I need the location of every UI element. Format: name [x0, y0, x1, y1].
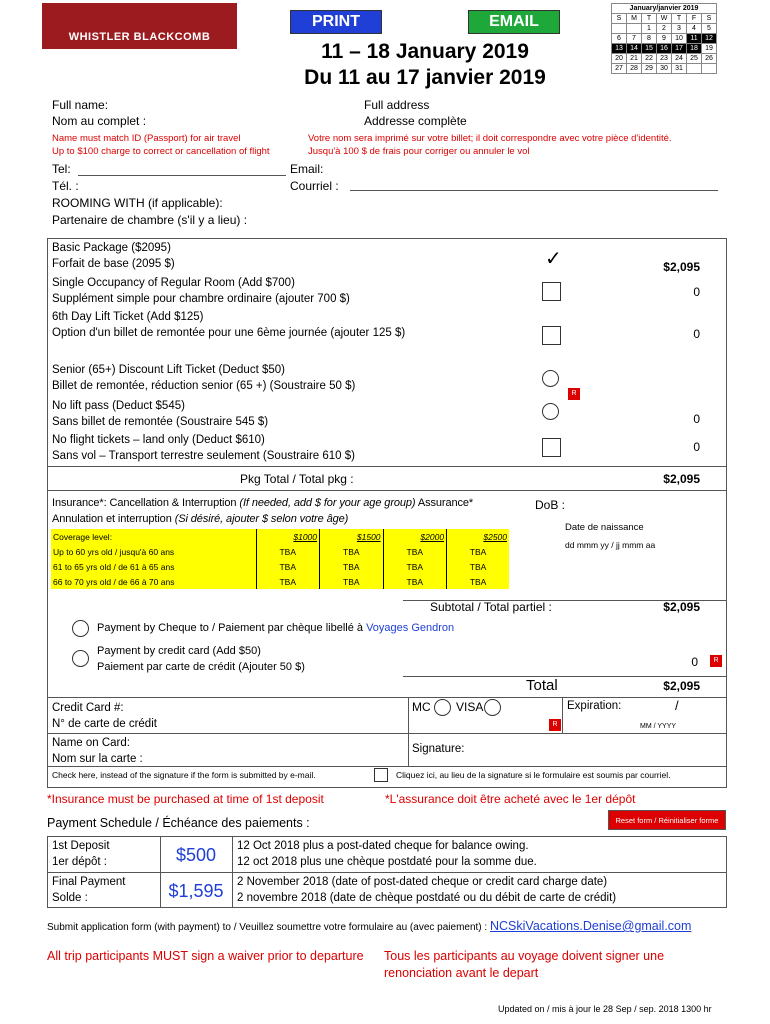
calendar-title: January/janvier 2019 — [612, 4, 717, 14]
reset-form-button[interactable]: Reset form / Réinitialiser forme — [608, 810, 726, 830]
calendar-date — [627, 24, 642, 34]
calendar-date: 21 — [627, 54, 642, 64]
insurance-cell[interactable]: TBA — [447, 559, 509, 574]
calendar-day-header: W — [657, 14, 672, 24]
package-item: No lift pass (Deduct $545) Sans billet de remontée (Soustraire 545 $) — [52, 400, 269, 428]
name-note-fr: Votre nom sera imprimé sur votre billet; il doit correspondre avec votre pièce d'identité. Jusqu'à 100 $ de frais pour corriger ou annuler le vol — [308, 133, 672, 157]
email-labels: Email: Courriel : — [290, 162, 339, 193]
calendar-date: 1 — [642, 24, 657, 34]
calendar-day-header: M — [627, 14, 642, 24]
cheque-label: Payment by Cheque to / Paiement par chèque libellé à Voyages Gendron — [97, 622, 455, 634]
calendar-date: 9 — [657, 34, 672, 44]
updated-note: Updated on / mis à jour le 28 Sep / sep. 2018 1300 hr — [498, 1004, 712, 1014]
package-item-amount: 0 — [693, 412, 700, 426]
name-label: Full name: Nom au complet : — [52, 98, 147, 128]
no-lift-radio[interactable] — [542, 403, 559, 420]
schedule-label: 1st Deposit 1er dépôt : — [52, 840, 110, 868]
insurance-table — [51, 529, 509, 589]
calendar-date: 23 — [657, 54, 672, 64]
signature-label: Signature: — [412, 743, 465, 755]
calendar-date: 28 — [627, 64, 642, 74]
pkg-total-label: Pkg Total / Total pkg : — [240, 472, 354, 486]
package-item: Single Occupancy of Regular Room (Add $700) Supplément simple pour chambre ordinaire (ajouter 700 $) — [52, 277, 350, 305]
calendar-date: 13 — [612, 44, 627, 54]
schedule-detail: 12 Oct 2018 plus a post-dated cheque for balance owing. 12 oct 2018 plus une chèque postdaté pour la somme due. — [237, 840, 537, 868]
calendar-date: 5 — [702, 24, 717, 34]
insurance-heading: Insurance*: Cancellation & Interruption (If needed, add $ for your age group) Assurance* Annulation et interruption (Si désiré, ajouter $ selon votre âge) — [52, 497, 474, 525]
insurance-cell: Up to 60 yrs old / jusqu'à 60 ans — [51, 544, 256, 559]
insurance-cell: 61 to 65 yrs old / de 61 à 65 ans — [51, 559, 256, 574]
title-fr: Du 11 au 17 janvier 2019 — [304, 66, 546, 89]
calendar-date — [687, 64, 702, 74]
email-check-en: Check here, instead of the signature if the form is submitted by e-mail. — [52, 770, 316, 780]
calendar-date: 6 — [612, 34, 627, 44]
email-check-fr: Cliquez ici, au lieu de la signature si le formulaire est soumis par courriel. — [396, 770, 671, 780]
calendar-date: 11 — [687, 34, 702, 44]
mc-label: MC — [412, 700, 431, 714]
dob-format: dd mmm yy / jj mmm aa — [565, 540, 656, 550]
waiver-en: All trip participants MUST sign a waiver prior to departure — [47, 949, 364, 963]
calendar-week — [612, 64, 717, 74]
calendar-date: 4 — [687, 24, 702, 34]
calendar-date: 7 — [627, 34, 642, 44]
schedule-label: Final Payment Solde : — [52, 876, 126, 904]
expiration-label: Expiration: — [567, 700, 622, 712]
calendar-week — [612, 44, 717, 54]
insurance-cell[interactable]: TBA — [320, 544, 384, 559]
calendar-date: 10 — [672, 34, 687, 44]
package-item-amount: 0 — [693, 440, 700, 454]
calendar-date: 29 — [642, 64, 657, 74]
package-item: Senior (65+) Discount Lift Ticket (Deduct $50) Billet de remontée, réduction senior (65 +) (Soustraire 50 $) — [52, 364, 356, 392]
subtotal-label: Subtotal / Total partiel : — [430, 600, 552, 614]
calendar-date: 16 — [657, 44, 672, 54]
insurance-header-cell: Coverage level: — [53, 531, 113, 542]
calendar-day-header: S — [702, 14, 717, 24]
cc-amount: 0 — [691, 655, 698, 669]
whistler-blackcomb-logo: WHISTLER BLACKCOMB — [42, 3, 237, 49]
calendar-date — [612, 24, 627, 34]
no-flight-checkbox[interactable] — [542, 438, 561, 457]
insurance-cell[interactable]: TBA — [447, 574, 509, 589]
tel-input[interactable] — [78, 175, 286, 176]
name-note-en: Name must match ID (Passport) for air travel Up to $100 charge to correct or cancellation of flight — [52, 133, 270, 157]
total-label: Total — [526, 677, 558, 694]
mc-radio[interactable] — [434, 699, 451, 716]
insurance-header-cell: $2000 — [383, 529, 447, 544]
calendar-date: 20 — [612, 54, 627, 64]
insurance-row — [51, 559, 509, 574]
calendar-date: 22 — [642, 54, 657, 64]
calendar — [611, 3, 717, 74]
single-occupancy-checkbox[interactable] — [542, 282, 561, 301]
calendar-date: 30 — [657, 64, 672, 74]
address-label: Full address Addresse complète — [364, 98, 467, 128]
expiration-format: MM / YYYY — [640, 723, 677, 730]
calendar-date: 2 — [657, 24, 672, 34]
insurance-header-cell: $1000 — [256, 529, 320, 544]
calendar-date — [702, 64, 717, 74]
insurance-cell[interactable]: TBA — [256, 574, 320, 589]
insurance-cell[interactable]: TBA — [447, 544, 509, 559]
calendar-day-header: F — [687, 14, 702, 24]
calendar-week — [612, 54, 717, 64]
calendar-date: 3 — [672, 24, 687, 34]
package-item-amount: 0 — [693, 327, 700, 341]
email-button[interactable]: EMAIL — [468, 10, 560, 34]
insurance-note-fr: *L'assurance doit être acheté avec le 1er dépôt — [385, 792, 636, 806]
reset-card-button[interactable]: R — [549, 719, 561, 731]
calendar-day-header: T — [672, 14, 687, 24]
credit-card-radio[interactable] — [72, 650, 89, 667]
submit-instructions: Submit application form (with payment) to / Veuillez soumettre votre formulaire au (avec paiement) : NCSkiVacations.Denise@gmail.com — [47, 919, 692, 933]
calendar-date: 27 — [612, 64, 627, 74]
schedule-amount: $1,595 — [168, 881, 224, 901]
calendar-date: 17 — [672, 44, 687, 54]
visa-radio[interactable] — [484, 699, 501, 716]
reset-senior-button[interactable]: R — [568, 388, 580, 400]
insurance-header-cell: $1500 — [320, 529, 384, 544]
calendar-date: 19 — [702, 44, 717, 54]
package-item: Basic Package ($2095) Forfait de base (2095 $) — [52, 242, 175, 270]
insurance-cell[interactable]: TBA — [383, 574, 447, 589]
insurance-cell[interactable]: TBA — [320, 574, 384, 589]
calendar-date: 25 — [687, 54, 702, 64]
calendar-week — [612, 34, 717, 44]
calendar-date: 8 — [642, 34, 657, 44]
expiration-input[interactable]: / — [675, 698, 679, 713]
checkmark-icon: ✓ — [545, 248, 562, 270]
insurance-cell[interactable]: TBA — [256, 559, 320, 574]
insurance-cell: 66 to 70 yrs old / de 66 à 70 ans — [51, 574, 256, 589]
email-submission-checkbox[interactable] — [374, 768, 388, 782]
schedule-detail: 2 November 2018 (date of post-dated cheque or credit card charge date) 2 novembre 2018 (date de chèque postdaté ou du débit de carte de crédit) — [237, 876, 617, 904]
name-on-card-label: Name on Card: Nom sur la carte : — [52, 737, 143, 765]
calendar-week — [612, 24, 717, 34]
email-input[interactable] — [350, 190, 718, 191]
calendar-date: 31 — [672, 64, 687, 74]
pkg-total: $2,095 — [663, 472, 700, 486]
package-item: 6th Day Lift Ticket (Add $125) Option d'un billet de remontée pour une 6ème journée (ajouter 125 $) — [52, 311, 406, 339]
package-item: No flight tickets – land only (Deduct $610) Sans vol – Transport terrestre seulement (Soustraire 610 $) — [52, 434, 355, 462]
waiver-fr: Tous les participants au voyage doivent signer une renonciation avant le depart — [384, 949, 665, 980]
title-en: 11 – 18 January 2019 — [321, 40, 529, 63]
print-button[interactable]: PRINT — [290, 10, 382, 34]
reset-cc-button[interactable]: R — [710, 655, 722, 667]
calendar-date: 24 — [672, 54, 687, 64]
insurance-cell[interactable]: TBA — [320, 559, 384, 574]
insurance-cell[interactable]: TBA — [383, 559, 447, 574]
insurance-cell[interactable]: TBA — [383, 544, 447, 559]
dob-label: DoB : — [535, 498, 566, 512]
insurance-header-cell: $2500 — [447, 529, 509, 544]
credit-card-label: Payment by credit card (Add $50) Paiement par carte de crédit (Ajouter 50 $) — [97, 645, 305, 673]
dob-fr: Date de naissance — [565, 522, 644, 533]
card-number-label: Credit Card #: N° de carte de crédit — [52, 702, 157, 730]
contact-email-link[interactable]: NCSkiVacations.Denise@gmail.com — [489, 919, 692, 933]
calendar-day-header: S — [612, 14, 627, 24]
payment-schedule-heading: Payment Schedule / Échéance des paiements : — [47, 816, 310, 830]
calendar-date: 12 — [702, 34, 717, 44]
insurance-header-row — [51, 529, 509, 544]
calendar-day-header: T — [642, 14, 657, 24]
insurance-note-en: *Insurance must be purchased at time of 1st deposit — [47, 792, 324, 806]
tel-rooming-labels: Tel: Tél. : ROOMING WITH (if applicable): Partenaire de chambre (s'il y a lieu) : — [52, 162, 248, 227]
calendar-date: 15 — [642, 44, 657, 54]
calendar-date: 18 — [687, 44, 702, 54]
total: $2,095 — [663, 679, 700, 693]
subtotal: $2,095 — [663, 600, 700, 614]
senior-radio[interactable] — [542, 370, 559, 387]
calendar-date: 14 — [627, 44, 642, 54]
insurance-cell[interactable]: TBA — [256, 544, 320, 559]
cheque-radio[interactable] — [72, 620, 89, 637]
insurance-row — [51, 574, 509, 589]
schedule-amount: $500 — [175, 845, 217, 865]
calendar-date: 26 — [702, 54, 717, 64]
package-item-amount: $2,095 — [663, 260, 700, 274]
package-item-amount: 0 — [693, 285, 700, 299]
sixth-day-checkbox[interactable] — [542, 326, 561, 345]
insurance-row — [51, 544, 509, 559]
visa-label: VISA — [456, 700, 484, 714]
